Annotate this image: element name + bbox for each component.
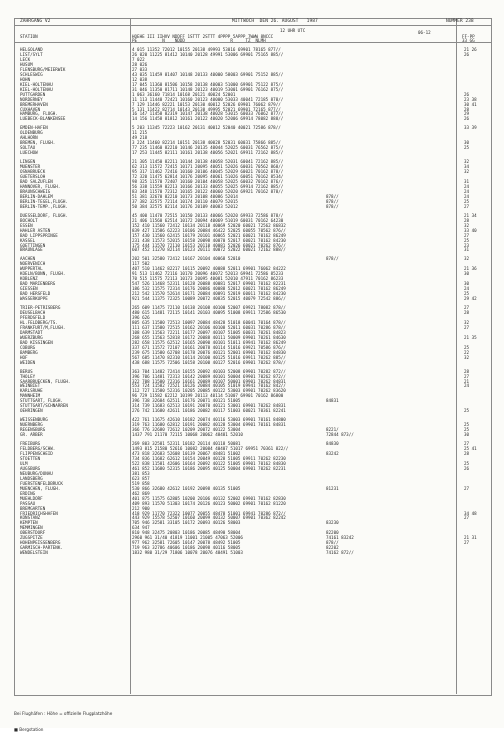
station-name: FREIBURG [20, 441, 41, 447]
synop-code: 519 858 [132, 480, 150, 486]
wind-gust: 27 [464, 232, 470, 238]
station-name: KIEL-HOLTENAU [20, 81, 53, 87]
station-name: HOF [20, 354, 28, 360]
station-name: NEUBURG/DONAU [20, 470, 53, 476]
station-name: WUPPERTAL [20, 266, 43, 272]
station-name: TRIER-PETRISBERG [20, 305, 61, 311]
synop-code: 418 929 11770 72322 10077 20055 48478 51001 69941 70286 872// [132, 510, 286, 516]
station-name: FUERSTENFELDBRUCK [20, 480, 63, 486]
synop-code: 152 410 11560 72412 10134 20118 40069 52020 60021 72562 86832 [132, 222, 286, 228]
wind-gust: 21 34 [464, 212, 477, 218]
synop-code: 28 026 [132, 61, 148, 67]
station-name: GARMISCH-PARTENK. [20, 545, 63, 551]
synop-code: 21 305 11450 82211 10144 20138 40058 52031 60041 72162 885// [132, 159, 284, 165]
synop-code: 396 738 32684 62511 10176 20071 40121 51005 [132, 398, 241, 404]
table-row [0, 116, 504, 121]
synop-code: 480 615 11481 72115 10141 20103 40095 51008 69911 72586 86530 [132, 310, 286, 316]
station-name: ERDING [20, 490, 36, 496]
wind-gust: 33 39 [464, 125, 477, 131]
synop-code: 95 317 11462 72416 10160 20106 40045 52029 60021 70162 878// [132, 169, 284, 175]
station-name: FRANKFURT/M,FLUGH. [20, 324, 66, 330]
station-name: GR. ARBER [20, 432, 43, 438]
extra-code: 74162 872// [326, 550, 354, 556]
table-row [0, 247, 504, 252]
station-name: ZUGSPITZE [20, 535, 43, 541]
synop-code: 202 501 32580 72412 10167 20104 40068 52010 [132, 256, 241, 262]
wind-gust: 30 [464, 432, 470, 438]
wind-gust: 28 [464, 368, 470, 374]
wind-gust: 28 [464, 217, 470, 223]
synop-code: 634 947 [132, 525, 150, 531]
station-name: ULM [20, 460, 28, 466]
wind-gust: 21 31 [464, 535, 477, 541]
station-name: WEIDEN [20, 359, 36, 365]
wind-gust: 27 [464, 540, 470, 546]
station-name: HANNOVER, FLUGH. [20, 183, 61, 189]
station-name: NORDERNEY [20, 96, 43, 102]
station-name: FRIEDRICHSHAFEN [20, 510, 58, 516]
synop-code: 805 635 11580 72513 10097 20084 48428 51018 60041 70164 878// [132, 319, 286, 325]
station-name: FLENSBURG/MEIERWIK [20, 66, 66, 72]
wind-gust: 23 [464, 242, 470, 248]
station-name: DARMSTADT [20, 329, 43, 335]
station-name: KOELN/BONN, FLUGH. [20, 271, 66, 277]
wind-gust: 31 [464, 179, 470, 184]
synop-code: 314 739 11683 62513 10191 20070 40121 53001 69901 70262 84831 [132, 403, 286, 409]
synop-code: 363 704 11482 72414 10155 20092 40103 52008 69901 70282 872// [132, 368, 286, 374]
station-name: NOERVENICH [20, 261, 46, 267]
station-name: KEMPTEN [20, 520, 38, 526]
synop-code: 83 348 11570 72312 10165 20122 40060 52020 69921 70162 878// [132, 188, 284, 194]
synop-code: 401 875 11575 62805 10200 20106 40132 52002 69901 70162 82830 [132, 495, 286, 501]
synop-code: 186 532 11575 72314 10176 20086 40088 52012 60021 70162 86249 [132, 286, 286, 292]
synop-code: 322 708 11580 72316 10161 20089 40107 50001 69901 70262 84831 [132, 378, 286, 384]
station-name: OLDENBURG [20, 130, 43, 136]
station-name: KASSEL [20, 237, 36, 243]
wind-gust: 26 [464, 116, 470, 122]
wind-gust: 34 [464, 164, 470, 170]
station-name: WEINBIET [20, 383, 41, 389]
station-name: COBURG [20, 344, 36, 350]
station-name: NUERNBERG [20, 422, 43, 428]
synop-code: 56 338 11559 82213 10166 20133 40055 52025 69914 72162 885// [132, 183, 284, 189]
station-name: HELGOLAND [20, 47, 43, 52]
wind-gust: 31 [464, 247, 470, 253]
issue-number: NUMMER 238 [446, 19, 474, 24]
extra-code: 878// [326, 193, 339, 199]
station-name: AHLHORN [20, 135, 38, 141]
wind-gust: 29 42 [464, 296, 477, 302]
synop-code: 977 962 32581 72605 10147 20078 48492 51005 [132, 540, 241, 546]
code-column-subheader: PE N NDDD R TZ NLMH [132, 38, 266, 43]
synop-code: 212 542 11570 52614 10171 20084 40091 52019 60011 70162 84230 [132, 291, 286, 297]
wind-gust: 27 [464, 324, 470, 330]
footnote-airport-height: Bei Flughäfen : Höhe = offizielle Flugplatzhöhe [14, 711, 113, 717]
station-name: BREMERHAVEN [20, 101, 48, 107]
synop-code: 5 203 11345 72223 10162 20131 40012 52040 40021 72586 878// [132, 125, 281, 131]
extra-code: 84831 [326, 398, 339, 404]
synop-code: 337 671 11572 72107 10161 20078 40114 51016 69921 70586 876// [132, 344, 286, 350]
synop-code: 96 729 11582 62212 10199 20113 40114 51007 69901 70162 86800 [132, 393, 284, 399]
station-name: BAD MARIENBERG [20, 281, 56, 287]
table-row [0, 550, 504, 555]
synop-code: 98 325 11570 72407 10160 20104 40058 52025 60032 70162 876// [132, 179, 284, 184]
extra-code: 83230 [326, 520, 339, 526]
synop-code: 396 626 [132, 315, 150, 320]
station-name: MANNHEIM [20, 393, 41, 399]
extra-code: 82202 [326, 545, 339, 551]
wind-gust: 26 [464, 465, 470, 471]
synop-code: 461 852 11680 52315 10186 20095 40125 50004 69901 70262 82231 [132, 465, 286, 471]
station-name: HAHLER ASTEN [20, 227, 51, 233]
station-name: SCHLESWIG [20, 71, 43, 77]
wind-gust: 32 [464, 222, 470, 228]
synop-code: 366 776 32680 72612 10209 20072 40122 53004 [132, 427, 241, 433]
wind-gust: 21 [464, 378, 470, 384]
wind-gust: 25 [464, 408, 470, 414]
synop-code: 522 838 11581 42606 10164 20092 40122 51005 69901 70162 84830 [132, 460, 286, 466]
synop-code: 276 742 11680 42611 10186 20082 40117 51003 60021 70361 82241 [132, 408, 286, 414]
station-name: BREMGARTEN [20, 505, 46, 511]
range-label: 06-12 [418, 30, 431, 35]
wind-gust: 26 [464, 91, 470, 97]
synop-code: 319 763 11680 62812 10191 20082 40128 53004 69901 70161 84831 [132, 422, 286, 428]
synop-code: 7 129 11446 82221 10153 20130 40012 52026 69901 76062 879// [132, 101, 281, 107]
wind-gust: 30 [464, 140, 470, 146]
wind-gust: 24 [464, 286, 470, 292]
synop-code: 623 857 [132, 475, 150, 481]
station-name: BRAUNSCHWEIG [20, 188, 51, 194]
station-name: WASSERKUPPE [20, 296, 48, 302]
synop-code: 1 063 36160 71814 10168 20121 40024 52001 [132, 91, 236, 97]
synop-code: 810 948 32475 20803 10186 20085 48490 58004 [132, 530, 241, 536]
synop-code: 734 836 11682 62612 10154 20049 40128 51005 69911 70262 82230 [132, 455, 286, 461]
synop-code: 91 513 11462 72116 10170 20096 40072 52013 69941 72586 85233 [132, 271, 284, 277]
synop-code: 473 818 32683 52608 10139 20067 48481 51002 [132, 451, 241, 456]
extra-code: 81231 [326, 485, 339, 491]
station-name: HOHENPEISSENBERG [20, 540, 61, 546]
wind-gust: 27 [464, 373, 470, 379]
station-name: PUTTGARDEN [20, 91, 46, 97]
ff-column-subheader: 33 GG [462, 38, 475, 43]
extra-code: 74161 83242 [326, 535, 354, 541]
wind-gust: 30 [464, 281, 470, 287]
station-name: HL.FELDBERG/TS. [20, 319, 58, 325]
wind-gust: 25 [464, 198, 470, 204]
extra-code: 8221/ [326, 427, 339, 433]
wind-gust: 24 [464, 193, 470, 199]
station-name: BAD KISSINGEN [20, 339, 53, 345]
wind-gust: 32 [464, 159, 470, 165]
station-name: LUECHOW [20, 150, 38, 156]
wind-gust: 21 36 [464, 266, 477, 272]
station-name: HAMBURG, FLUGH. [20, 111, 58, 117]
station-name: BAMBERG [20, 349, 38, 355]
station-name: BOCHOLT [20, 217, 38, 223]
synop-code: 31 046 11350 81711 10148 20123 40019 53001 69901 76162 875// [132, 86, 284, 92]
station-name: BERLIN-TEMP.,FLUGH. [20, 203, 68, 209]
synop-code: 111 637 11580 72515 10162 20106 40108 52011 60031 70286 878// [132, 324, 286, 330]
synop-code: 443 929 15578 52507 10160 20099 40132 50007 69901 70362 82242 [132, 515, 286, 521]
synop-code: 607 452 11270 82114 10123 20111 40072 52022 60021 72162 888// [132, 247, 286, 253]
synop-code: 231 438 11573 52015 10158 20098 40070 52017 60021 70162 84230 [132, 237, 286, 243]
synop-code: 37 382 32575 72114 10174 20110 40079 52015 [132, 198, 238, 204]
synop-code: 212 900 [132, 505, 150, 511]
station-name: LUEBECK-BLANKENSEE [20, 116, 66, 122]
table-row [0, 150, 504, 155]
synop-code: 409 893 11570 51303 10174 20126 40123 50002 69901 70162 81220 [132, 500, 286, 506]
synop-code: 175 444 11570 72110 10153 20110 40081 52026 60021 70262 876// [132, 242, 286, 248]
footnote-mountain-station: ■ Bergstation [14, 727, 44, 733]
station-name: OEHRINGEN [20, 408, 43, 414]
station-name: BERUS [20, 368, 33, 374]
synop-code: 50 384 32575 82114 10176 20109 40083 52012 [132, 203, 238, 209]
station-name: BERLIN-TEGEL,FLUGH. [20, 198, 68, 204]
synop-code: 26 020 11225 81412 10140 20128 49991 53006 69901 75165 885// [132, 51, 284, 57]
station-name: MUEHLDORF [20, 495, 43, 501]
synop-code: 21 406 11560 62514 10172 20094 40069 51019 60031 70162 64230 [132, 217, 284, 223]
wind-gust: 32 [464, 319, 470, 325]
station-name: KOBLENZ [20, 276, 38, 282]
extra-code: 878// [326, 203, 339, 209]
station-name: MUENSTER [20, 164, 41, 170]
wind-gust: 25 41 [464, 446, 477, 452]
station-name: GUETERSLOH [20, 174, 46, 180]
station-name: OBERSTDORF [20, 530, 46, 536]
station-name: LECK [20, 56, 31, 62]
synop-code: 5 131 11422 82714 10143 20138 49995 52021 69901 72165 877// [132, 106, 281, 112]
synop-code: 269 803 32581 52311 10182 20114 40118 50081 [132, 441, 241, 447]
utc-label: 12 UHR UTC [280, 28, 306, 33]
synop-code: 14 156 11458 81812 10161 20122 40020 52006 69914 78082 888// [132, 116, 284, 122]
wind-gust: 25 [464, 237, 470, 243]
station-name: KONSTANZ [20, 515, 41, 521]
synop-code: 43 035 11459 81407 10148 20133 40000 58003 69901 75152 885// [132, 71, 284, 77]
station-name: STUTTGART/SCHNARREN [20, 403, 68, 409]
station-name: STOETTEN [20, 455, 41, 461]
synop-code: 108 639 11563 72211 10177 20097 40107 51005 60031 70261 84823 [132, 329, 286, 335]
station-column-header: STATION [20, 34, 38, 39]
wind-gust: 25 [464, 291, 470, 297]
station-name: GIESSEN [20, 286, 38, 292]
wind-gust: 25 [464, 460, 470, 466]
station-name: BAD LIPPSPRINGE [20, 232, 58, 238]
wind-gust: 24 [464, 383, 470, 389]
extra-code: 84830 [326, 441, 339, 447]
ff-column-header: FF-PP [462, 34, 475, 39]
synop-code: 27 033 [132, 66, 148, 72]
synop-code: 705 946 32581 33105 10172 20093 40126 58003 [132, 520, 241, 526]
station-name: THOLEY [20, 373, 36, 379]
wind-gust: 27 [464, 441, 470, 447]
station-name: WENDELSTEIN [20, 550, 48, 556]
synop-code: 239 675 11580 62708 10178 20076 40121 52001 69901 70162 84830 [132, 349, 286, 355]
synop-code: 422 761 11675 42610 10182 20074 40116 53003 69901 70161 84800 [132, 417, 286, 423]
station-name: KIEL-HOLTENAU [20, 86, 53, 92]
extra-code: 82200 [326, 530, 339, 536]
synop-code: 17 045 11360 81506 10158 20138 40003 51000 69901 75122 875// [132, 81, 284, 87]
extra-code: 83242 [326, 451, 339, 456]
wind-gust: 29 [464, 111, 470, 117]
station-name: AACHEN [20, 256, 36, 262]
wind-gust: 32 [464, 256, 470, 262]
wind-gust: 25 [464, 427, 470, 433]
station-name: FELDBERG/SCHW. [20, 446, 56, 452]
synop-code: 407 510 11462 82217 10115 20092 40088 52011 69901 76062 84222 [132, 266, 286, 272]
station-name: GOETTINGEN [20, 242, 46, 248]
synop-code: 7 022 [132, 56, 145, 62]
synop-code: 157 430 11560 62415 10179 20101 40065 52021 60021 70162 86249 [132, 232, 286, 238]
synop-code: 921 544 11375 72325 10089 20072 40835 52015 40079 72542 886// [132, 296, 286, 302]
synop-code: 51 381 32670 82210 10173 20108 40086 52014 [132, 193, 238, 199]
synop-code: 11 215 [132, 130, 148, 136]
wind-gust: 25 [464, 344, 470, 350]
station-name: BAD HERSFELD [20, 291, 51, 297]
wind-gust: 28 [464, 310, 470, 316]
station-name: MEMMINGEN [20, 525, 43, 531]
extra-code: 878// [326, 540, 339, 546]
station-name: LIST/SYLT [20, 51, 43, 57]
wind-gust: 33 40 [464, 227, 477, 233]
synop-code: 45 400 11470 72515 10150 20133 40066 52020 69933 72586 878// [132, 212, 284, 218]
synop-code: 268 655 11563 52818 10172 20088 40111 50009 69901 70261 84630 [132, 334, 286, 340]
wind-gust: 25 [464, 145, 470, 151]
synop-code: 719 963 32786 40606 10186 20098 40116 58005 [132, 545, 241, 551]
wind-gust: 34 48 [464, 510, 477, 516]
station-name: SOLTAU [20, 145, 36, 151]
table-row [0, 296, 504, 301]
station-name: BRAUNLAGE [20, 247, 43, 253]
synop-code: 547 526 11468 52311 10128 20088 40081 52017 69901 70162 82231 [132, 281, 286, 287]
synop-code: 530 866 32680 42612 10192 20098 40135 51005 [132, 485, 241, 491]
synop-code: 77 235 11460 82210 10146 20135 40044 52025 60031 76562 875// [132, 145, 284, 151]
table-row [0, 408, 504, 413]
table-row [0, 204, 504, 209]
station-name: PFERDSFELD [20, 315, 46, 320]
wind-gust: 25 [464, 422, 470, 428]
synop-code: 567 685 11470 82310 10114 20100 40125 51016 69911 70262 885// [132, 354, 286, 360]
synop-code: 117 502 [132, 261, 150, 267]
synop-code: 462 869 [132, 490, 150, 496]
station-name: BERLIN-DAHLEM [20, 193, 53, 199]
wind-gust: 21 26 [464, 47, 477, 52]
synop-code: 112 727 11580 52316 10205 20085 40122 53003 69901 70262 83620 [132, 388, 286, 394]
station-name: DEUSELBACH [20, 310, 46, 316]
synop-code: 839 427 11586 62223 10106 20084 46422 52025 60055 70562 876// [132, 227, 286, 233]
station-name: WEISSENBURG [20, 417, 48, 423]
synop-code: 1437 791 21170 72115 10068 20062 48481 52010 [132, 432, 243, 438]
wind-gust: 24 [464, 183, 470, 189]
station-name: FLIPPENSCHEID [20, 451, 53, 456]
station-name: REGENSBURG [20, 427, 46, 433]
extra-code: 878// [326, 198, 339, 204]
station-name: ESSEN [20, 222, 33, 228]
wind-gust: 30 41 [464, 101, 477, 107]
synop-code: 16 147 11458 82319 10147 20138 40028 53015 60033 76062 877// [132, 111, 284, 117]
wind-gust: 24 [464, 188, 470, 194]
wind-gust: 27 [464, 515, 470, 521]
station-name: WUERZBURG [20, 334, 43, 340]
station-name: EMDEN-HAFEN [20, 125, 48, 131]
synop-code: 396 706 11481 72313 10142 20089 40101 50004 69901 70262 872// [132, 373, 286, 379]
station-name: DUESSELDORF, FLUGH. [20, 212, 68, 218]
station-name: LINGEN [20, 159, 36, 165]
synop-code: 553 724 11582 72521 10126 20084 40105 51019 69941 70162 842// [132, 383, 286, 389]
station-name: OSNABRUECK [20, 169, 46, 175]
wind-gust: 27 [464, 305, 470, 311]
synop-code: 381 853 [132, 470, 150, 476]
wind-gust: 32 [464, 169, 470, 175]
wind-gust: 28 [464, 106, 470, 112]
synop-code: 265 609 11475 72110 10138 20108 40100 52007 69921 78082 878// [132, 305, 286, 311]
wind-gust: 32 [464, 354, 470, 360]
wind-gust: 22 [464, 349, 470, 355]
synop-code: 72 320 11475 62814 10176 20095 40061 51026 60051 70162 8534/ [132, 174, 284, 180]
station-name: STUTTGART, FLUGH. [20, 398, 63, 404]
wind-gust: 27 [464, 485, 470, 491]
date-label: MITTWOCH DEN 26. AUGUST 1987 [232, 19, 318, 24]
station-name: KARLSRUHE [20, 388, 43, 394]
wind-gust: 26 [464, 51, 470, 57]
code-column-header: HOEHE III IIHVV NDDFF 1STTT 2STTT 4PPPP 5APPP 7WWW 8NCCC [132, 34, 274, 39]
station-name: BREMEN, FLUGH. [20, 140, 56, 146]
synop-code: 3 224 11460 82214 10151 20138 40028 52031 60031 75866 885// [132, 140, 281, 146]
table-row [0, 360, 504, 365]
synop-code: 70 515 11575 72113 10173 20095 40081 52010 47911 70162 86233 [132, 276, 284, 282]
synop-code: 1832 980 31/29 71806 10078 20076 48491 51003 [132, 550, 243, 556]
synop-code: 1493 815 21580 52616 10082 20084 40407 51017 69951 70361 822// [132, 446, 289, 452]
wind-gust: 28 [464, 451, 470, 456]
synop-code: 49 218 [132, 135, 148, 141]
synop-code: 12 038 [132, 76, 148, 82]
station-name: CUXHAVEN [20, 106, 41, 112]
synop-code: 4 015 11352 72012 10155 20138 49993 53016 69901 78165 877// [132, 47, 281, 52]
station-name: SAARBRUECKEN, FLUGH. [20, 378, 71, 384]
station-name: LANDSBERG [20, 475, 43, 481]
synop-code: 17 253 11445 82111 10161 20138 40056 52021 69911 72162 885// [132, 150, 284, 156]
station-name: MUENCHEN, FLUGH. [20, 485, 61, 491]
synop-code: 282 658 11575 62512 10165 20090 40101 51011 69941 70162 86249 [132, 339, 286, 345]
wind-gust: 23 38 [464, 96, 477, 102]
synop-code: 2960 961 31/40 41819 11001 21005 47063 52006 [132, 535, 243, 541]
volume-label: ZAHRGANG V2 [20, 19, 51, 24]
synop-code: 438 688 11575 72506 10158 20100 40127 52016 69901 70262 878// [132, 359, 286, 365]
station-name: HOHN [20, 76, 31, 82]
station-name: BAD SALZUFLEN [20, 179, 53, 184]
wind-gust: 30 [464, 271, 470, 277]
wind-gust: 21 35 [464, 334, 477, 340]
station-name: PASSAU [20, 500, 36, 506]
station-name: AUGSBURG [20, 465, 41, 471]
footnote [14, 701, 112, 743]
extra-code: 878// [326, 256, 339, 262]
wind-gust: 27 [464, 203, 470, 209]
synop-code: 62 313 11572 72415 10171 20095 40051 52026 60031 70562 868// [132, 164, 284, 170]
extra-code: 72844 873// [326, 432, 354, 438]
station-name: HUSUM [20, 61, 33, 67]
table-row [0, 432, 504, 437]
synop-code: 11 113 11440 72421 10160 20123 40000 53033 40041 72185 878// [132, 96, 284, 102]
